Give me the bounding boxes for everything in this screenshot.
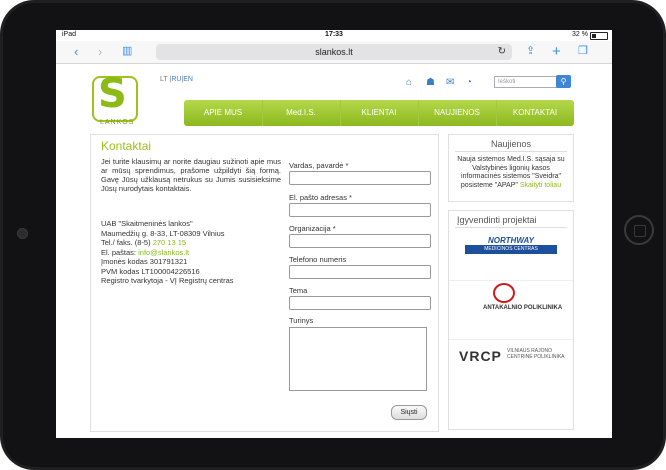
reload-icon[interactable]: ↻ (497, 46, 506, 57)
tabs-icon[interactable]: ❐ (578, 45, 588, 57)
nav-item-naujienos[interactable]: NAUJIENOS (418, 100, 497, 126)
contact-panel (90, 134, 439, 432)
company-street: Maumedžių g. 8-33, LT-08309 Vilnius (101, 228, 225, 238)
project-northway[interactable] (449, 228, 573, 281)
nav-item-medis[interactable]: Med.I.S. (262, 100, 341, 126)
carrier-label: iPad (62, 31, 77, 38)
main-nav (184, 100, 574, 126)
news-box (448, 134, 574, 202)
browser-toolbar (56, 41, 612, 64)
battery-percent: 32 % (572, 31, 588, 38)
organization-field[interactable] (289, 234, 431, 248)
northway-logo (465, 236, 557, 254)
registry-text: Registro tvarkytoja - VĮ Registrų centras (101, 276, 234, 285)
topic-label: Tema (289, 286, 308, 295)
lang-separator: | (181, 76, 184, 83)
phone-label: Tel./ faks. (8-5) (101, 238, 151, 247)
news-body: Nauja sistemos Med.I.S. sąsaja su Valstybinės ligonių kasos informacinės sistemos "Sveidra" posisteme "APAP" (457, 156, 565, 189)
nav-item-apie-mus[interactable]: APIE MUS (184, 100, 263, 126)
lang-en[interactable]: EN (183, 76, 193, 83)
logo-letter: S (98, 71, 127, 117)
news-text (449, 152, 573, 194)
company-address (101, 219, 281, 286)
email-label: El. pašto adresas * (289, 193, 352, 202)
email-field[interactable] (289, 203, 431, 217)
northway-subtitle: MEDICINOS CENTRAS (465, 245, 557, 254)
project-vrcp[interactable] (449, 340, 573, 386)
content-label: Turinys (289, 316, 314, 325)
camera-icon (17, 228, 28, 239)
search-input[interactable]: Ieškoti (494, 76, 559, 88)
clock: 17:33 (325, 31, 343, 38)
phone-field-label: Telefono numeris (289, 255, 347, 264)
email-link[interactable]: info@slankos.lt (138, 247, 190, 257)
lang-ru[interactable]: RU (171, 76, 182, 83)
nav-item-kontaktai[interactable]: KONTAKTAI (512, 108, 558, 117)
intro-text: Jei turite klausimų ar norite daugiau sužinoti apie mus ar mūsų sprendimus, prašome užpildyti šią formą. Gavę Jūsų užklausą netrukus su Jumis susisieksime Jūsų nurodytais kontaktais. (101, 157, 281, 193)
news-title: Naujienos (490, 139, 532, 149)
topic-field[interactable] (289, 296, 431, 310)
language-switcher (160, 76, 193, 83)
company-code: Įmonės kodas 301791321 (101, 257, 188, 266)
back-icon[interactable]: ‹ (74, 44, 79, 59)
vrcp-name: VRCP (459, 348, 502, 364)
phone-value[interactable]: 270 13 15 (152, 238, 187, 247)
antakalnio-logo (493, 283, 515, 303)
address-bar[interactable] (156, 44, 512, 60)
northway-name: NORTHWAY (488, 236, 534, 245)
read-more-link[interactable]: Skaityti toliau (519, 181, 562, 189)
name-field[interactable] (289, 171, 431, 185)
mail-icon[interactable]: ✉ (446, 77, 455, 88)
sitemap-icon[interactable]: ☗ (426, 77, 435, 88)
search-icon: ⚲ (560, 77, 567, 86)
search-button[interactable] (556, 75, 571, 88)
url-text: slankos.lt (315, 47, 353, 57)
antakalnio-name: ANTAKALNIO POLIKLINIKA (483, 305, 563, 311)
email-label: El. paštas: (101, 247, 137, 257)
content-textarea[interactable] (289, 327, 427, 391)
share-icon[interactable]: ⇪ (526, 45, 536, 57)
lang-lt[interactable]: LT (160, 76, 168, 83)
home-icon[interactable]: ⌂ (406, 77, 413, 88)
screen (56, 30, 612, 438)
email-line (101, 248, 281, 258)
logo-text: LANKOS (100, 119, 135, 126)
vrcp-subtitle: VILNIAUS RAJONO CENTRINĖ POLIKLINIKA (507, 348, 565, 360)
bookmarks-icon[interactable]: ▥ (122, 45, 133, 57)
company-name: UAB "Skaitmeninės lankos" (101, 219, 193, 228)
submit-button[interactable]: Siųsti (391, 405, 427, 420)
phone-field[interactable] (289, 265, 431, 279)
nav-item-klientai[interactable]: KLIENTAI (340, 100, 419, 126)
page-title: Kontaktai (101, 139, 152, 153)
projects-title: Įgyvendinti projektai (457, 215, 537, 225)
status-bar (56, 30, 612, 41)
rss-icon[interactable]: ◔ (466, 77, 473, 88)
lang-separator: | (169, 76, 172, 83)
battery-icon (590, 32, 608, 40)
home-button[interactable] (624, 215, 654, 245)
projects-box (448, 210, 574, 430)
vat-code: PVM kodas LT100004226516 (101, 266, 200, 276)
web-page (56, 64, 612, 438)
forward-icon[interactable]: › (98, 44, 103, 59)
project-antakalnio[interactable] (449, 281, 573, 340)
new-tab-icon[interactable]: + (552, 43, 561, 60)
organization-label: Organizacija * (289, 224, 336, 233)
phone-line (101, 238, 281, 248)
name-label: Vardas, pavardė * (289, 161, 349, 170)
